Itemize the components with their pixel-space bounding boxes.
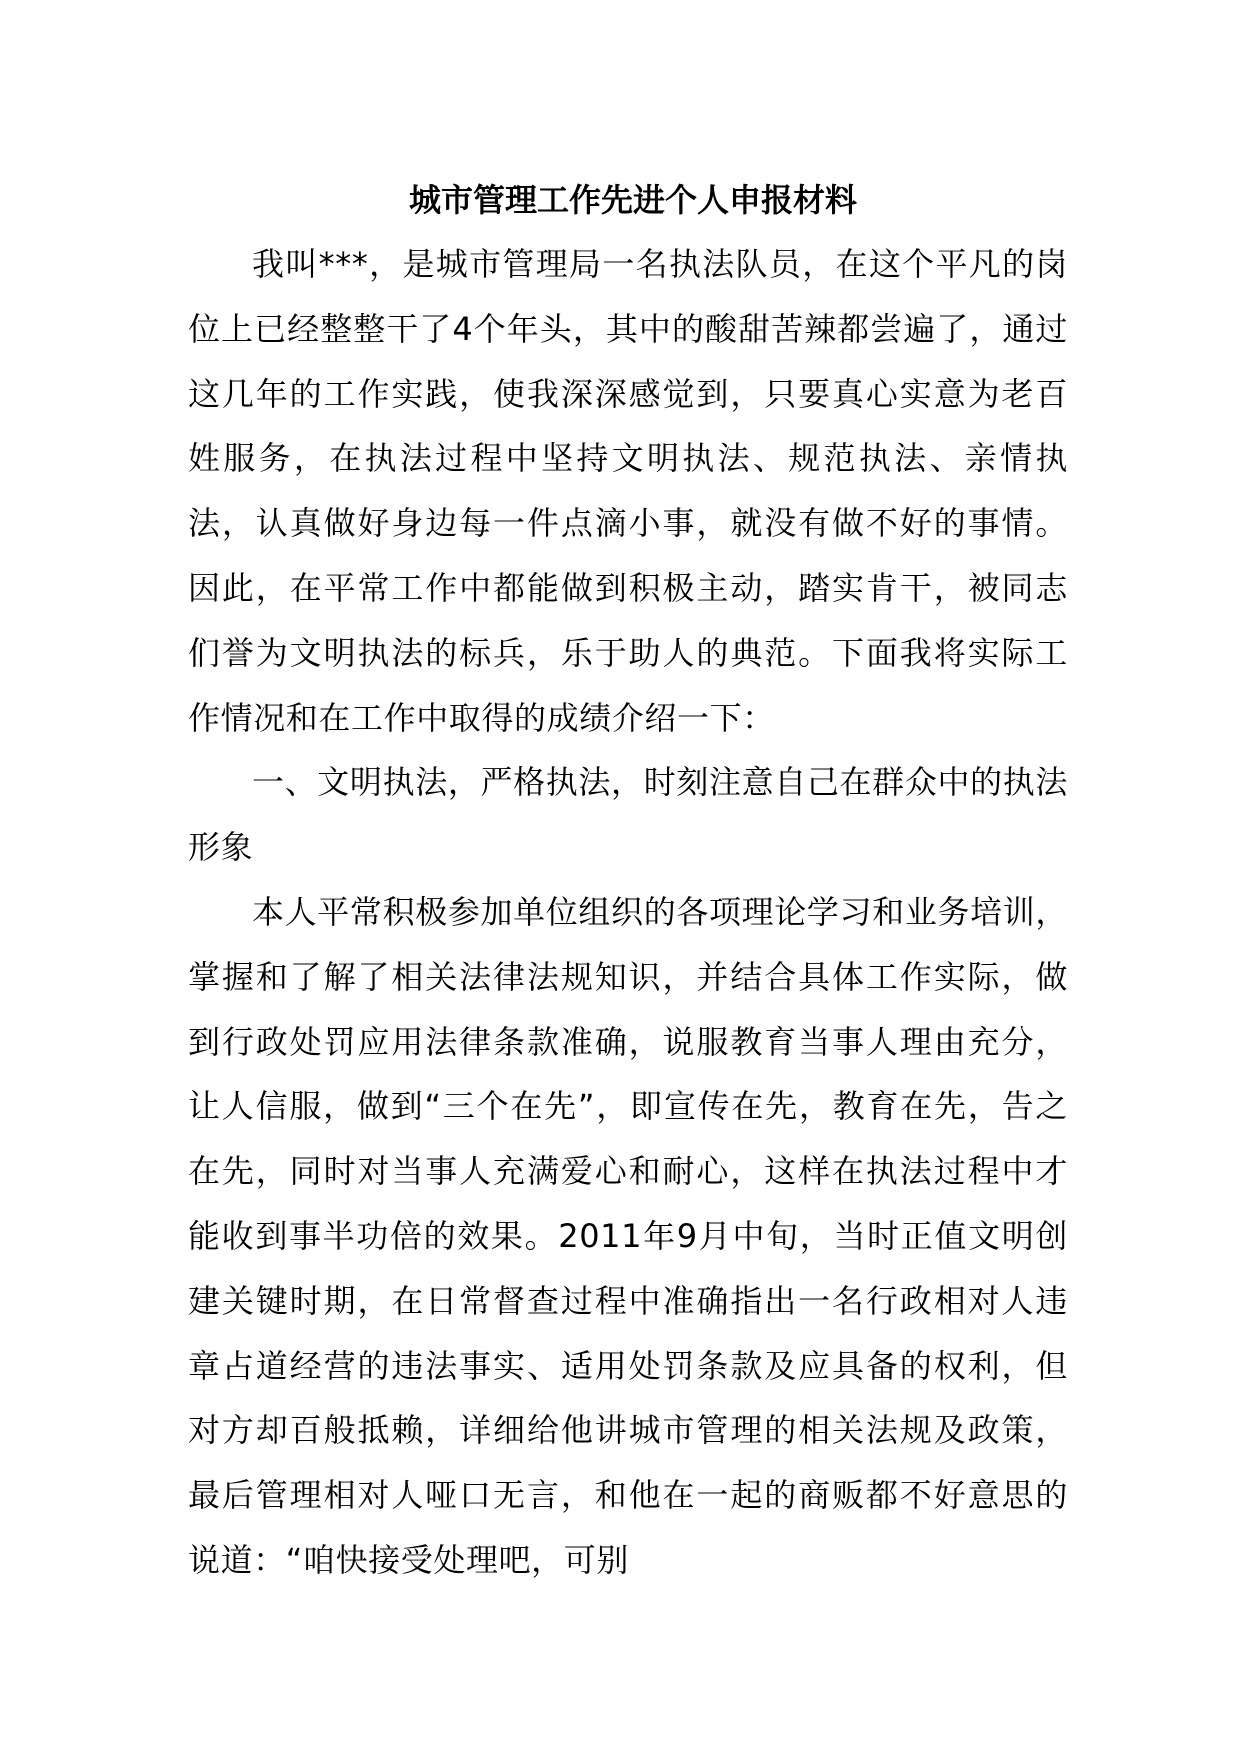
paragraph-section-1: 本人平常积极参加单位组织的各项理论学习和业务培训，掌握和了解了相关法律法规知识，并结合具体工作实际，做到行政处罚应用法律条款准确，说服教育当事人理由充分，让人信服，做到“三个在先”，即宣传在先，教育在先，告之在先，同时对当事人充满爱心和耐心，这样在执法过程中才能收到事半功倍的效果。2011年9月中旬，当时正值文明创建关键时期，在日常督查过程中准确指出一名行政相对人违章占道经营的违法事实、适用处罚条款及应具备的权利，但对方却百般抵赖，详细给他讲城市管理的相关法规及政策，最后管理相对人哑口无言，和他在一起的商贩都不好意思的说道：“咱快接受处理吧，可别 (188, 892, 1068, 1579)
section-heading-1: 一、文明执法，严格执法，时刻注意自己在群众中的执法形象 (188, 763, 1068, 867)
paragraph-intro: 我叫***，是城市管理局一名执法队员，在这个平凡的岗位上已经整整干了4个年头，其中的酸甜苦辣都尝遍了，通过这几年的工作实践，使我深深感觉到，只要真心实意为老百姓服务，在执法过程中坚持文明执法、规范执法、亲情执法，认真做好身边每一件点滴小事，就没有做不好的事情。因此，在平常工作中都能做到积极主动，踏实肯干，被同志们誉为文明执法的标兵，乐于助人的典范。下面我将实际工作情况和在工作中取得的成绩介绍一下： (188, 245, 1068, 737)
document-page (188, 168, 1068, 1593)
document-title: 城市管理工作先进个人申报材料 (408, 181, 857, 219)
